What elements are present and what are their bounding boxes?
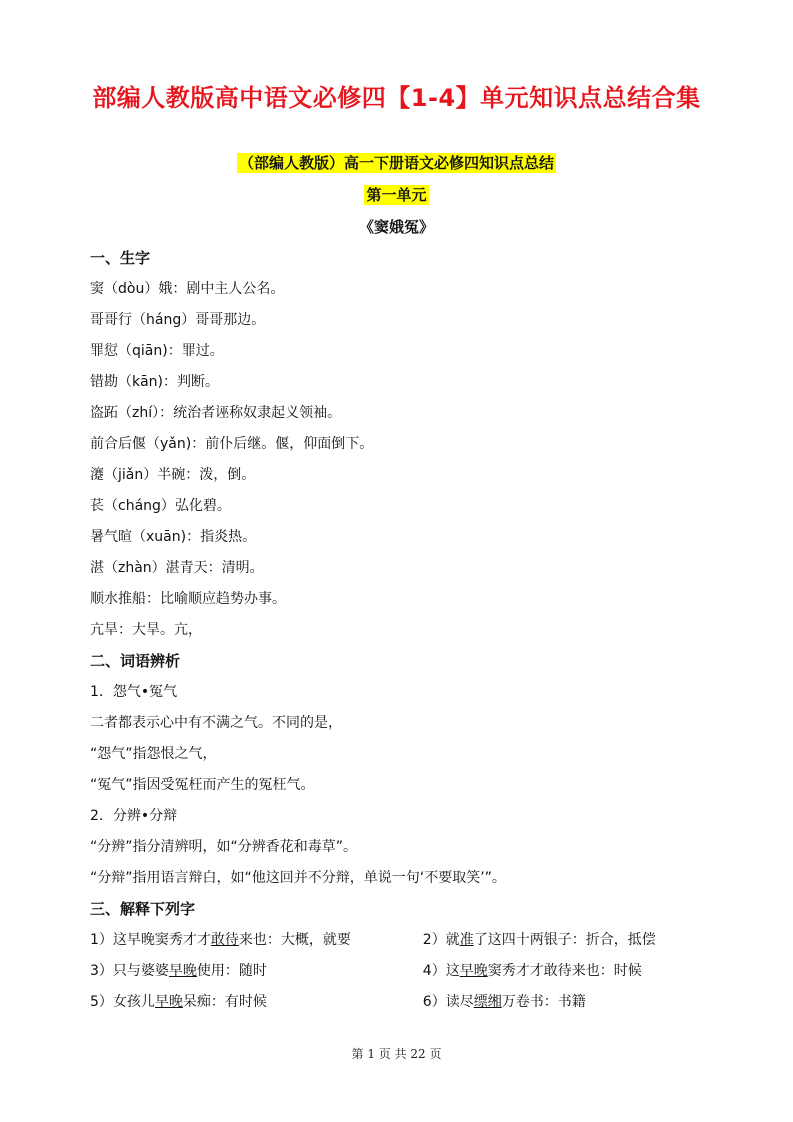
paragraph-line: 1．怨气•冤气 <box>90 684 178 700</box>
list-item: 窦（dòu）娥：剧中主人公名。 <box>90 281 285 297</box>
paragraph-line: 二者都表示心中有不满之气。不同的是， <box>90 715 342 731</box>
list-item: 苌（cháng）弘化碧。 <box>90 498 231 514</box>
underlined-word: 早晚 <box>168 963 197 979</box>
paragraph-line: “冤气”指因受冤枉而产生的冤枉气。 <box>90 777 315 793</box>
list-item: 瀽（jiǎn）半碗：泼，倒。 <box>90 467 256 483</box>
unit-text: 第一单元 <box>366 186 427 204</box>
definition-item <box>423 930 710 961</box>
list-item: 错勘（kān)：判断。 <box>90 374 220 390</box>
paragraph-line: “分辩”指用语言辩白，如“他这回并不分辩，单说一句‘不要取笑’”。 <box>90 870 506 886</box>
underlined-word: 敢待 <box>210 932 239 948</box>
underlined-word: 早晚 <box>154 994 183 1010</box>
underlined-word: 缥缃 <box>473 994 502 1010</box>
list-item: 暑气暄（xuān)：指炎热。 <box>90 529 257 545</box>
document-body <box>90 248 710 1023</box>
paragraph-line: “怨气”指怨恨之气， <box>90 746 217 762</box>
unit-heading <box>0 184 793 205</box>
definition-item <box>423 961 710 992</box>
section-heading: 二、词语辨析 <box>90 652 181 670</box>
definition-text: 1）这早晚窦秀才才 <box>90 932 211 948</box>
definition-row <box>90 961 710 992</box>
definition-text: 6）读尽 <box>422 994 474 1010</box>
list-item: 湛（zhàn）湛青天：清明。 <box>90 560 264 576</box>
definition-text: 了这四十两银子：折合，抵偿 <box>473 932 656 948</box>
definition-item <box>423 992 710 1023</box>
document-title: 部编人教版高中语文必修四【1-4】单元知识点总结合集 <box>92 84 701 112</box>
list-item: 亢旱：大旱。亢， <box>90 622 202 638</box>
lesson-title: 《窦娥冤》 <box>358 218 434 236</box>
definition-text: 4）这 <box>422 963 460 979</box>
paragraph-line: 2．分辨•分辩 <box>90 808 178 824</box>
underlined-word: 早晚 <box>459 963 488 979</box>
definition-text: 5）女孩儿 <box>90 994 155 1010</box>
definition-text: 来也：大概，就要 <box>238 932 351 948</box>
definition-text: 窦秀才才敢待来也：时候 <box>487 963 642 979</box>
definition-text: 呆痴：有时候 <box>182 994 267 1010</box>
subtitle <box>0 152 793 173</box>
definition-item <box>90 961 423 992</box>
definition-row <box>90 992 710 1023</box>
definition-text: 2）就 <box>422 932 460 948</box>
definition-text: 万卷书：书籍 <box>501 994 586 1010</box>
definition-text: 3）只与婆婆 <box>90 963 169 979</box>
definition-item <box>90 930 423 961</box>
definition-row <box>90 930 710 961</box>
section-heading: 三、解释下列字 <box>90 900 196 918</box>
page-number: 第 1 页 共 22 页 <box>351 1047 442 1061</box>
definition-text: 使用：随时 <box>196 963 267 979</box>
list-item: 盗跖（zhí）：统治者诬称奴隶起义领袖。 <box>90 405 342 421</box>
list-item: 顺水推船：比喻顺应趋势办事。 <box>90 591 286 607</box>
paragraph-line: “分辨”指分清辨明，如“分辨香花和毒草”。 <box>90 839 358 855</box>
underlined-word: 准 <box>459 932 474 948</box>
list-item: 哥哥行（háng）哥哥那边。 <box>90 312 266 328</box>
subtitle-text: （部编人教版）高一下册语文必修四知识点总结 <box>238 154 554 172</box>
definition-item <box>90 992 423 1023</box>
list-item: 前合后偃（yǎn)：前仆后继。偃，仰面倒下。 <box>90 436 374 452</box>
section-heading: 一、生字 <box>90 249 151 267</box>
list-item: 罪愆（qiān)：罪过。 <box>90 343 224 359</box>
